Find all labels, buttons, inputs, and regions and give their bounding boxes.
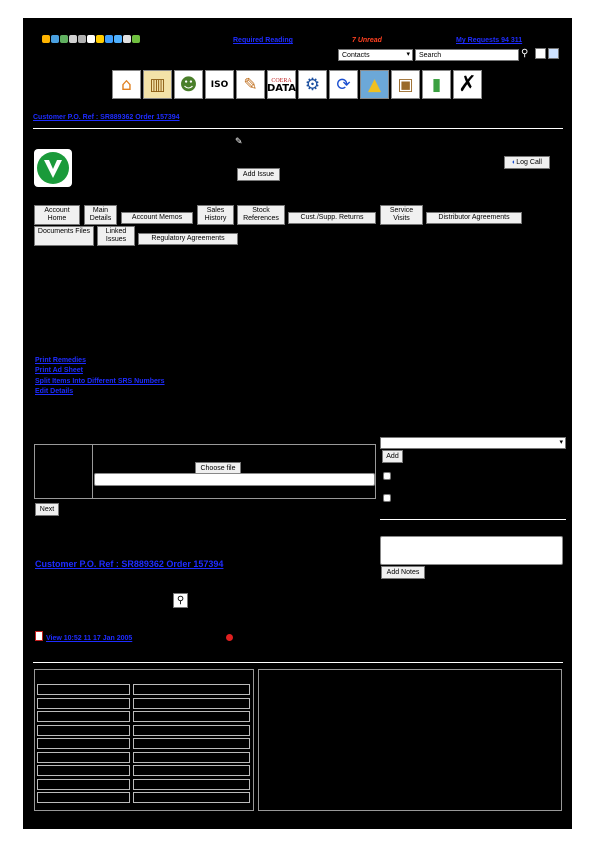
tab-account-home[interactable]	[34, 205, 80, 225]
my-requests-link[interactable]: My Requests 94 311	[456, 37, 523, 44]
table-cell	[133, 779, 250, 790]
log-call-label: Log Call	[516, 159, 542, 166]
tab-regulatory-agreements[interactable]	[138, 233, 238, 245]
help-icon[interactable]	[548, 48, 559, 59]
search-input-value: Search	[419, 52, 442, 59]
folder-icon[interactable]: ▥	[143, 70, 172, 99]
table-cell	[133, 792, 250, 803]
pencil-icon[interactable]: ✎	[236, 70, 265, 99]
tab-regulatory-agreements-label: Regulatory Agreements	[151, 235, 225, 242]
add-issue-button[interactable]: Add Issue	[237, 168, 280, 181]
users-small-icon[interactable]	[69, 35, 77, 43]
globe-icon[interactable]	[51, 35, 59, 43]
file-path-input[interactable]	[94, 473, 375, 486]
tab-cust-supp-returns[interactable]	[288, 212, 376, 224]
search-icon[interactable]: ⚲	[521, 48, 529, 59]
tab-cust-supp-returns-label: Cust./Supp. Returns	[300, 214, 364, 221]
table-cell	[133, 698, 250, 709]
tab-main-details[interactable]	[84, 205, 117, 225]
tab-linked-issues-label: Linked Issues	[105, 228, 127, 243]
table-cell	[133, 684, 250, 695]
add-button[interactable]: Add	[382, 450, 403, 463]
table-cell	[37, 765, 130, 776]
leaf-icon[interactable]	[132, 35, 140, 43]
refresh-icon[interactable]: ⟳	[329, 70, 358, 99]
tab-distributor-agreements-label: Distributor Agreements	[438, 214, 510, 221]
tab-distributor-agreements[interactable]	[426, 212, 522, 224]
gear-icon[interactable]: ⚙	[298, 70, 327, 99]
tab-service-visits[interactable]	[380, 205, 423, 225]
option-checkbox-1[interactable]	[383, 472, 391, 480]
iso-label: ISO	[210, 79, 229, 90]
details-panel	[258, 669, 562, 811]
split-items-link[interactable]: Split Items Into Different SRS Numbers	[35, 378, 165, 385]
page-icon[interactable]	[87, 35, 95, 43]
option-checkbox-2[interactable]	[383, 494, 391, 502]
edit-details-link[interactable]: Edit Details	[35, 388, 74, 395]
upload-panel-divider	[92, 445, 93, 498]
table-cell	[133, 711, 250, 722]
tab-main-details-label: Main Details	[89, 207, 112, 222]
tab-account-home-label: Account Home	[44, 207, 70, 222]
contacts-select-value: Contacts	[342, 52, 370, 59]
table-cell	[133, 738, 250, 749]
magnifier-icon[interactable]: ⚲	[173, 593, 188, 608]
tab-sales-history[interactable]	[197, 205, 234, 225]
category-select[interactable]	[380, 437, 566, 449]
page-title-link[interactable]: Customer P.O. Ref : SR889362 Order 157394	[33, 114, 180, 121]
smile-icon[interactable]	[96, 35, 104, 43]
add-icon[interactable]	[114, 35, 122, 43]
data-label: DATA	[266, 82, 297, 94]
star-icon[interactable]	[42, 35, 50, 43]
people-icon[interactable]	[60, 35, 68, 43]
view-link[interactable]: View 10:52 11 17 Jan 2005	[46, 635, 133, 642]
tab-account-memos[interactable]	[121, 212, 193, 224]
unread-count: 7 Unread	[352, 37, 382, 44]
required-reading-link[interactable]: Required Reading	[233, 37, 293, 44]
tab-stock-references[interactable]	[237, 205, 285, 225]
tab-linked-issues[interactable]	[97, 226, 135, 246]
table-cell	[37, 792, 130, 803]
table-cell	[37, 711, 130, 722]
tab-stock-references-label: Stock References	[243, 207, 279, 222]
chart-icon[interactable]: ▲	[360, 70, 389, 99]
search-input[interactable]	[415, 49, 519, 61]
iso-icon[interactable]	[205, 70, 234, 99]
users-icon[interactable]: ☻	[174, 70, 203, 99]
next-button[interactable]: Next	[35, 503, 59, 516]
home-icon[interactable]: ⌂	[112, 70, 141, 99]
chevron-down-icon: ▾	[406, 51, 410, 58]
data-small-label: COERA	[271, 77, 292, 84]
contacts-select[interactable]	[338, 49, 413, 61]
table-cell	[133, 765, 250, 776]
print-remedies-link[interactable]: Print Remedies	[35, 357, 86, 364]
lower-divider-1	[33, 662, 563, 663]
table-cell	[37, 738, 130, 749]
table-cell	[37, 779, 130, 790]
notes-textarea[interactable]	[380, 536, 563, 565]
table-cell	[133, 752, 250, 763]
phone-icon: ◐	[512, 159, 517, 166]
title-divider	[33, 128, 563, 129]
tab-service-visits-label: Service Visits	[389, 207, 414, 222]
table-cell	[37, 698, 130, 709]
settings-small-icon[interactable]	[105, 35, 113, 43]
tab-account-memos-label: Account Memos	[131, 214, 183, 221]
company-logo	[34, 149, 72, 187]
choose-file-button[interactable]: Choose file	[195, 462, 241, 475]
edit-pencil-icon[interactable]: ✎	[235, 136, 243, 146]
add-notes-button[interactable]: Add Notes	[381, 566, 425, 579]
document-icon	[35, 631, 43, 641]
log-call-button[interactable]	[504, 156, 550, 169]
edit-icon[interactable]	[535, 48, 546, 59]
lower-title-link[interactable]: Customer P.O. Ref : SR889362 Order 157394	[35, 559, 224, 569]
print-ad-sheet-link[interactable]: Print Ad Sheet	[35, 367, 83, 374]
table-cell	[37, 684, 130, 695]
close-icon[interactable]: ✗	[453, 70, 482, 99]
table-cell	[37, 752, 130, 763]
tab-sales-history-label: Sales History	[204, 207, 227, 222]
status-icon-bar	[42, 35, 174, 46]
tab-documents-files[interactable]	[34, 226, 94, 246]
grid-icon[interactable]	[78, 35, 86, 43]
data-icon[interactable]	[267, 70, 296, 99]
delete-icon[interactable]	[226, 634, 233, 641]
right-divider	[380, 519, 566, 520]
box-icon[interactable]: ▣	[391, 70, 420, 99]
tab-documents-files-label: Documents Files	[37, 228, 91, 235]
chevron-down-icon: ▾	[559, 439, 563, 446]
table-cell	[37, 725, 130, 736]
book-icon[interactable]: ▮	[422, 70, 451, 99]
table-cell	[133, 725, 250, 736]
note-icon[interactable]	[123, 35, 131, 43]
